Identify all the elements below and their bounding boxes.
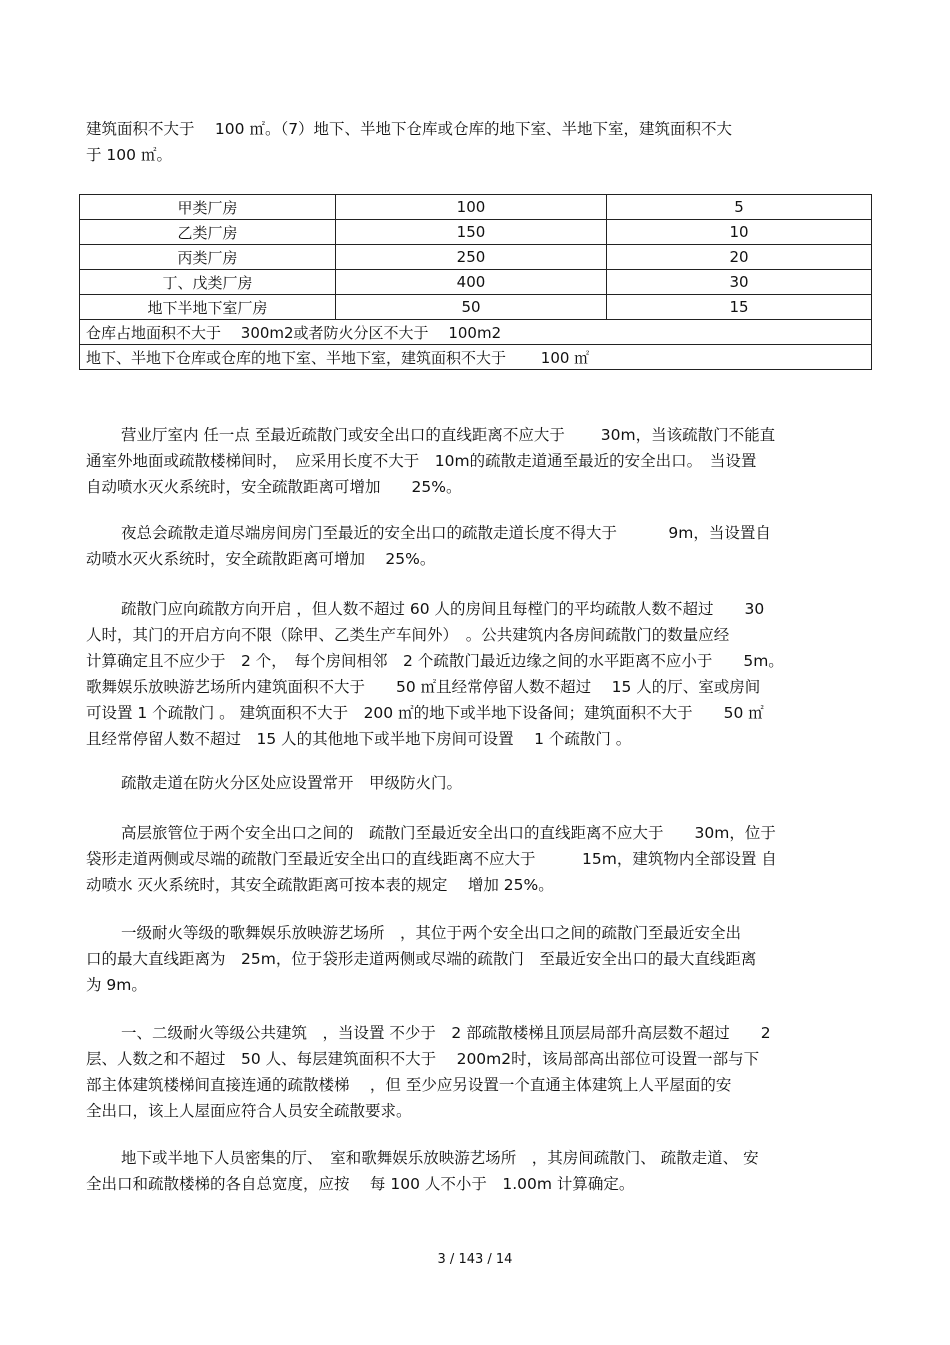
text-line: 动喷水 灭火系统时，其安全疏散距离可按本表的规定 增加 25%。 xyxy=(86,876,554,894)
table-cell: 地下半地下室厂房 xyxy=(80,295,336,320)
body-paragraph xyxy=(86,1145,868,1197)
text-line: 人时，其门的开启方向不限（除甲、乙类生产车间外） 。公共建筑内各房间疏散门的数量应经 xyxy=(86,626,730,644)
table-cell: 丁、戊类厂房 xyxy=(80,270,336,295)
page-number: 3 / 143 / 14 xyxy=(437,1252,513,1267)
text-line: 建筑面积不大于 100 ㎡。（7）地下、半地下仓库或仓库的地下室、半地下室，建筑面积不大 xyxy=(86,120,733,138)
table-row xyxy=(80,195,872,220)
table-cell: 丙类厂房 xyxy=(80,245,336,270)
table-cell: 150 xyxy=(336,220,607,245)
table-cell: 250 xyxy=(336,245,607,270)
table-cell: 甲类厂房 xyxy=(80,195,336,220)
text-line: 计算确定且不应少于 2 个， 每个房间相邻 2 个疏散门最近边缘之间的水平距离不应小于 5m。 xyxy=(86,652,784,670)
body-paragraph xyxy=(86,422,868,500)
intro-paragraph xyxy=(86,116,868,168)
table-row xyxy=(80,220,872,245)
text-line: 通室外地面或疏散楼梯间时， 应采用长度不大于 10m的疏散走道通至最近的安全出口。 当设置 xyxy=(86,452,757,470)
table-cell: 50 xyxy=(336,295,607,320)
body-paragraph xyxy=(86,596,868,752)
text-line: 且经常停留人数不超过 15 人的其他地下或半地下房间可设置 1 个疏散门 。 xyxy=(86,730,632,748)
text-line: 夜总会疏散走道尽端房间房门至最近的安全出口的疏散走道长度不得大于 9m，当设置自 xyxy=(121,524,771,542)
table-cell: 乙类厂房 xyxy=(80,220,336,245)
table-cell: 10 xyxy=(607,220,872,245)
table-cell: 30 xyxy=(607,270,872,295)
text-line: 口的最大直线距离为 25m，位于袋形走道两侧或尽端的疏散门 至最近安全出口的最大直线距离 xyxy=(86,950,757,968)
text-line: 疏散走道在防火分区处应设置常开 甲级防火门。 xyxy=(121,774,463,792)
table-cell: 400 xyxy=(336,270,607,295)
text-line: 营业厅室内 任一点 至最近疏散门或安全出口的直线距离不应大于 30m，当该疏散门不能直 xyxy=(121,426,776,444)
table-cell: 5 xyxy=(607,195,872,220)
body-paragraph xyxy=(86,770,868,796)
table-row xyxy=(80,295,872,320)
table-cell: 100 xyxy=(336,195,607,220)
text-line: 一、二级耐火等级公共建筑 ，当设置 不少于 2 部疏散楼梯且顶层局部升高层数不超过 2 xyxy=(121,1024,771,1042)
table-row-wide xyxy=(80,320,872,345)
table-row xyxy=(80,270,872,295)
body-paragraph xyxy=(86,1020,868,1124)
table-row-wide xyxy=(80,345,872,370)
text-line: 动喷水灭火系统时，安全疏散距离可增加 25%。 xyxy=(86,550,436,568)
table-row xyxy=(80,245,872,270)
text-line: 于 100 ㎡。 xyxy=(86,146,172,164)
table-cell: 20 xyxy=(607,245,872,270)
table-cell: 15 xyxy=(607,295,872,320)
text-line: 自动喷水灭火系统时，安全疏散距离可增加 25%。 xyxy=(86,478,462,496)
text-line: 全出口和疏散楼梯的各自总宽度，应按 每 100 人不小于 1.00m 计算确定。 xyxy=(86,1175,635,1193)
body-paragraph xyxy=(86,820,868,898)
text-line: 歌舞娱乐放映游艺场所内建筑面积不大于 50 ㎡且经常停留人数不超过 15 人的厅、室或房间 xyxy=(86,678,761,696)
text-line: 一级耐火等级的歌舞娱乐放映游艺场所 ，其位于两个安全出口之间的疏散门至最近安全出 xyxy=(121,924,742,942)
text-line: 袋形走道两侧或尽端的疏散门至最近安全出口的直线距离不应大于 15m，建筑物内全部设置 自 xyxy=(86,850,777,868)
body-paragraph xyxy=(86,520,868,572)
text-line: 疏散门应向疏散方向开启 ，但人数不超过 60 人的房间且每樘门的平均疏散人数不超过 30 xyxy=(121,600,765,618)
area-limit-table xyxy=(79,194,872,370)
text-line: 层、人数之和不超过 50 人、每层建筑面积不大于 200m2时，该局部高出部位可设置一部与下 xyxy=(86,1050,760,1068)
text-line: 高层旅管位于两个安全出口之间的 疏散门至最近安全出口的直线距离不应大于 30m，位于 xyxy=(121,824,776,842)
body-paragraph xyxy=(86,920,868,998)
text-line: 为 9m。 xyxy=(86,976,147,994)
text-line: 地下或半地下人员密集的厅、 室和歌舞娱乐放映游艺场所 ，其房间疏散门、 疏散走道、 安 xyxy=(121,1149,759,1167)
text-line: 部主体建筑楼梯间直接连通的疏散楼梯 ，但 至少应另设置一个直通主体建筑上人平屋面的安 xyxy=(86,1076,732,1094)
table-cell: 地下、半地下仓库或仓库的地下室、半地下室，建筑面积不大于 100 ㎡ xyxy=(80,345,872,370)
text-line: 全出口，该上人屋面应符合人员安全疏散要求。 xyxy=(86,1102,412,1120)
text-line: 可设置 1 个疏散门 。 建筑面积不大于 200 ㎡的地下或半地下设备间；建筑面积不大于 50 ㎡ xyxy=(86,704,764,722)
table-cell: 仓库占地面积不大于 300m2或者防火分区不大于 100m2 xyxy=(80,320,872,345)
